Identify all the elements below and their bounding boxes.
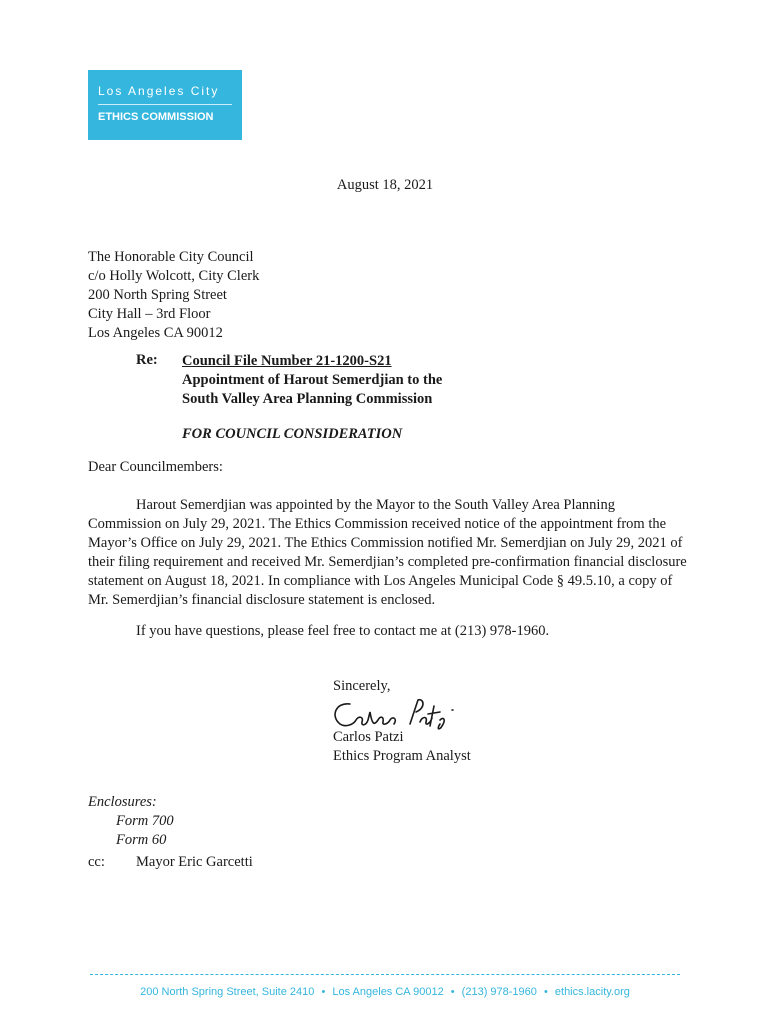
letter-date: August 18, 2021 — [336, 177, 434, 193]
footer-divider — [90, 974, 680, 975]
signer-block — [333, 728, 471, 766]
footer-separator: • — [450, 986, 455, 998]
ethics-commission-logo — [88, 70, 242, 140]
footer-website: ethics.lacity.org — [554, 986, 630, 998]
cc-block — [88, 854, 253, 871]
council-file-number: Council File Number 21-1200-S21 — [182, 353, 392, 369]
enclosure-item: Form 60 — [116, 832, 167, 848]
address-line: 200 North Spring Street — [88, 287, 227, 303]
logo-line-city: Los Angeles City — [98, 84, 220, 98]
footer-separator: • — [321, 986, 326, 998]
address-line: c/o Holly Wolcott, City Clerk — [88, 268, 260, 284]
subject-label: Re: — [136, 352, 158, 368]
salutation: Dear Councilmembers: — [88, 459, 223, 475]
body-paragraph: If you have questions, please feel free to contact me at (213) 978-1960. — [136, 623, 550, 639]
footer-separator: • — [543, 986, 548, 998]
body-paragraph: Harout Semerdjian was appointed by the Mayor to the South Valley Area Planning Commission on July 29, 2021. The Ethics Commission received notice of the appointment from the Mayor’s Office on July 29, 2021. The Ethics Commission notified Mr. Semerdjian on July 29, 2021 of their filing requirement and received Mr. Semerdjian’s completed pre-confirmation financial disclosure statement on August 18, 2021. In compliance with Los Angeles Municipal Code § 49.5.10, a copy of Mr. Semerdjian’s financial disclosure statement is enclosed. — [88, 497, 687, 608]
enclosure-item: Form 700 — [116, 813, 174, 829]
cc-recipient: Mayor Eric Garcetti — [136, 854, 253, 870]
footer-city: Los Angeles CA 90012 — [332, 986, 444, 998]
closing: Sincerely, — [333, 678, 391, 694]
recipient-address — [88, 248, 259, 343]
enclosures-block — [88, 793, 174, 850]
logo-divider — [98, 104, 232, 105]
subject-line: South Valley Area Planning Commission — [182, 391, 433, 407]
subject-block — [136, 352, 442, 409]
footer-address: 200 North Spring Street, Suite 2410 — [140, 986, 315, 998]
address-line: Los Angeles CA 90012 — [88, 325, 223, 341]
subject-line: Appointment of Harout Semerdjian to the — [182, 372, 443, 388]
address-line: City Hall – 3rd Floor — [88, 306, 211, 322]
signer-title: Ethics Program Analyst — [333, 748, 471, 764]
enclosures-label: Enclosures: — [88, 794, 157, 810]
letterhead-footer — [0, 986, 770, 998]
logo-line-commission: ETHICS COMMISSION — [98, 111, 214, 123]
cc-label: cc: — [88, 854, 105, 870]
footer-phone: (213) 978-1960 — [461, 986, 537, 998]
address-line: The Honorable City Council — [88, 249, 254, 265]
subject-body — [182, 352, 442, 409]
signer-name: Carlos Patzi — [333, 729, 404, 745]
consideration-heading: FOR COUNCIL CONSIDERATION — [182, 426, 403, 442]
